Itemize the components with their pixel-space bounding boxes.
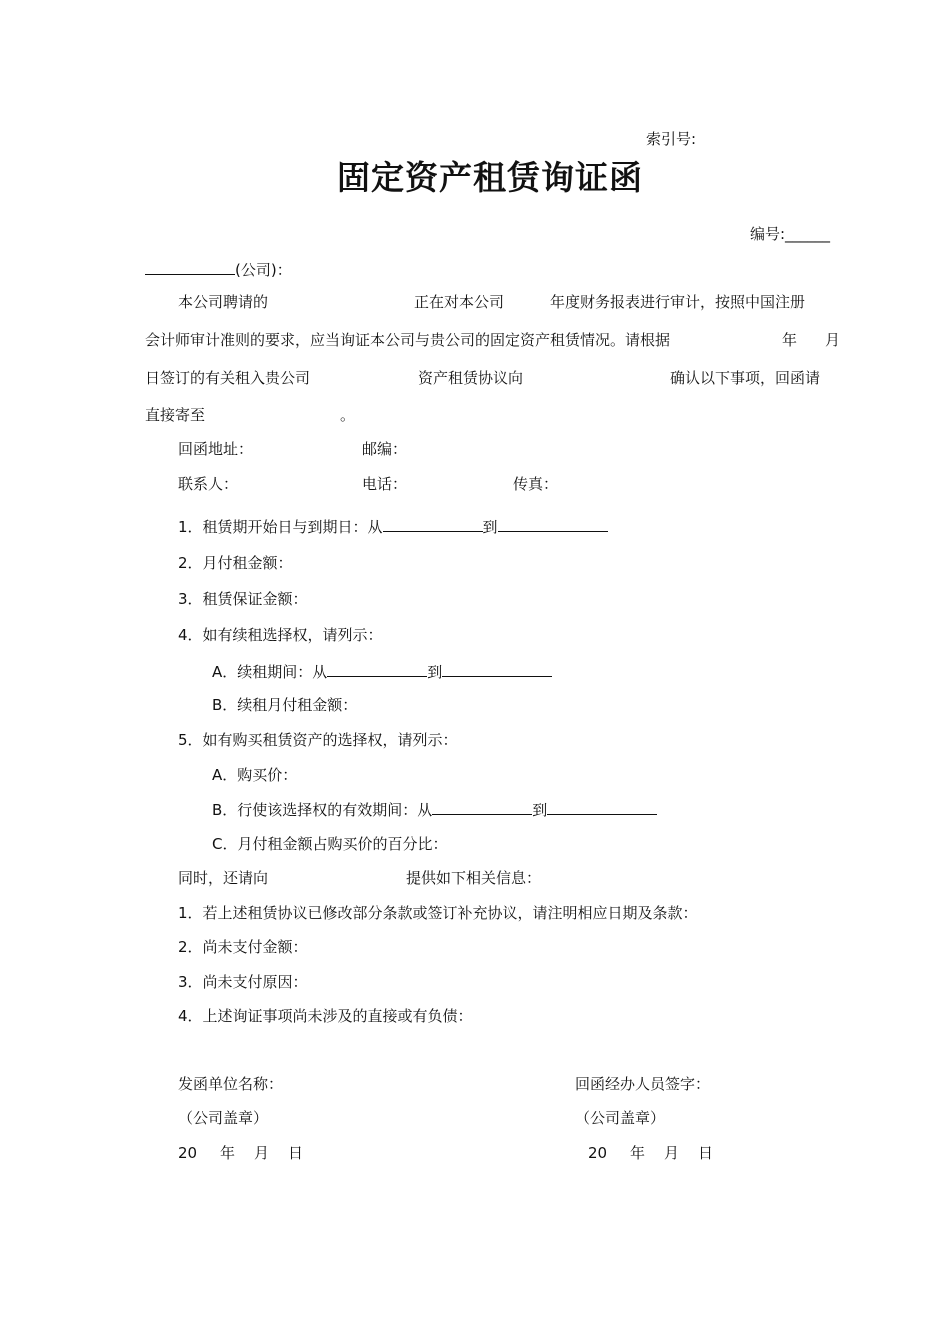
extra-item-1: 1．若上述租赁协议已修改部分条款或签订补充协议，请注明相应日期及条款： [178, 904, 698, 922]
item-5b-to: 到 [532, 801, 548, 819]
body-p3c: 确认以下事项，回函请 [670, 369, 821, 387]
reply-address-label: 回函地址： [178, 440, 254, 458]
item-1-label: 1．租赁期开始日与到期日：从 [178, 518, 383, 536]
renewal-end-blank[interactable] [442, 661, 552, 677]
body-p2-year: 年 [782, 331, 798, 349]
replier-date-year: 20 [588, 1144, 608, 1162]
body-p3b: 资产租赁协议向 [418, 369, 524, 387]
option-end-blank[interactable] [547, 799, 657, 815]
extra-item-2: 2．尚未支付金额： [178, 938, 308, 956]
addressee-suffix: (公司)： [235, 261, 292, 279]
postcode-label: 邮编： [362, 440, 408, 458]
lease-end-blank[interactable] [498, 516, 608, 532]
extra-intro-b: 提供如下相关信息： [406, 869, 542, 887]
replier-signature-label: 回函经办人员签字： [575, 1075, 711, 1093]
sender-date-d: 日 [288, 1144, 304, 1162]
addressee-company-blank[interactable] [145, 259, 235, 275]
lease-start-blank[interactable] [383, 516, 483, 532]
item-2: 2．月付租金额： [178, 554, 293, 572]
phone-label: 电话： [362, 475, 408, 493]
index-number-label: 索引号: [646, 130, 697, 148]
replier-date-d: 日 [698, 1144, 714, 1162]
replier-date-m: 月 [664, 1144, 680, 1162]
body-p2-month: 月 [825, 331, 841, 349]
addressee-line [145, 259, 292, 280]
item-4a-label: A．续租期间：从 [212, 663, 328, 681]
fax-label: 传真： [513, 475, 559, 493]
renewal-start-blank[interactable] [327, 661, 427, 677]
item-4: 4．如有续租选择权，请列示： [178, 626, 383, 644]
item-5: 5．如有购买租赁资产的选择权，请列示： [178, 731, 458, 749]
extra-intro-a: 同时，还请向 [178, 869, 269, 887]
item-5b [212, 799, 657, 820]
option-start-blank[interactable] [432, 799, 532, 815]
contact-person-label: 联系人： [178, 475, 239, 493]
item-4a [212, 661, 552, 682]
page-title: 固定资产租赁询证函 [337, 158, 643, 197]
sender-date-m: 月 [254, 1144, 270, 1162]
body-p2a: 会计师审计准则的要求，应当询证本公司与贵公司的固定资产租赁情况。请根据 [145, 331, 671, 349]
sender-name-label: 发函单位名称： [178, 1075, 284, 1093]
replier-seal: （公司盖章） [575, 1109, 666, 1127]
replier-date-y: 年 [630, 1144, 646, 1162]
body-p1c: 年度财务报表进行审计，按照中国注册 [550, 293, 806, 311]
body-p4b: 。 [340, 406, 356, 424]
item-1-to: 到 [482, 518, 498, 536]
item-4a-to: 到 [427, 663, 443, 681]
extra-item-4: 4．上述询证事项尚未涉及的直接或有负债： [178, 1007, 473, 1025]
sender-date-y: 年 [220, 1144, 236, 1162]
document-number-label: 编号:______ [750, 225, 831, 243]
sender-date-year: 20 [178, 1144, 198, 1162]
item-5a: A．购买价： [212, 766, 298, 784]
item-1 [178, 516, 608, 537]
extra-item-3: 3．尚未支付原因： [178, 973, 308, 991]
item-5b-label: B．行使该选择权的有效期间：从 [212, 801, 433, 819]
body-p4a: 直接寄至 [145, 406, 206, 424]
body-p1a: 本公司聘请的 [178, 293, 269, 311]
item-3: 3．租赁保证金额： [178, 590, 308, 608]
item-4b: B．续租月付租金额： [212, 696, 358, 714]
sender-seal: （公司盖章） [178, 1109, 269, 1127]
item-5c: C．月付租金额占购买价的百分比： [212, 835, 448, 853]
body-p1b: 正在对本公司 [414, 293, 505, 311]
body-p3a: 日签订的有关租入贵公司 [145, 369, 311, 387]
